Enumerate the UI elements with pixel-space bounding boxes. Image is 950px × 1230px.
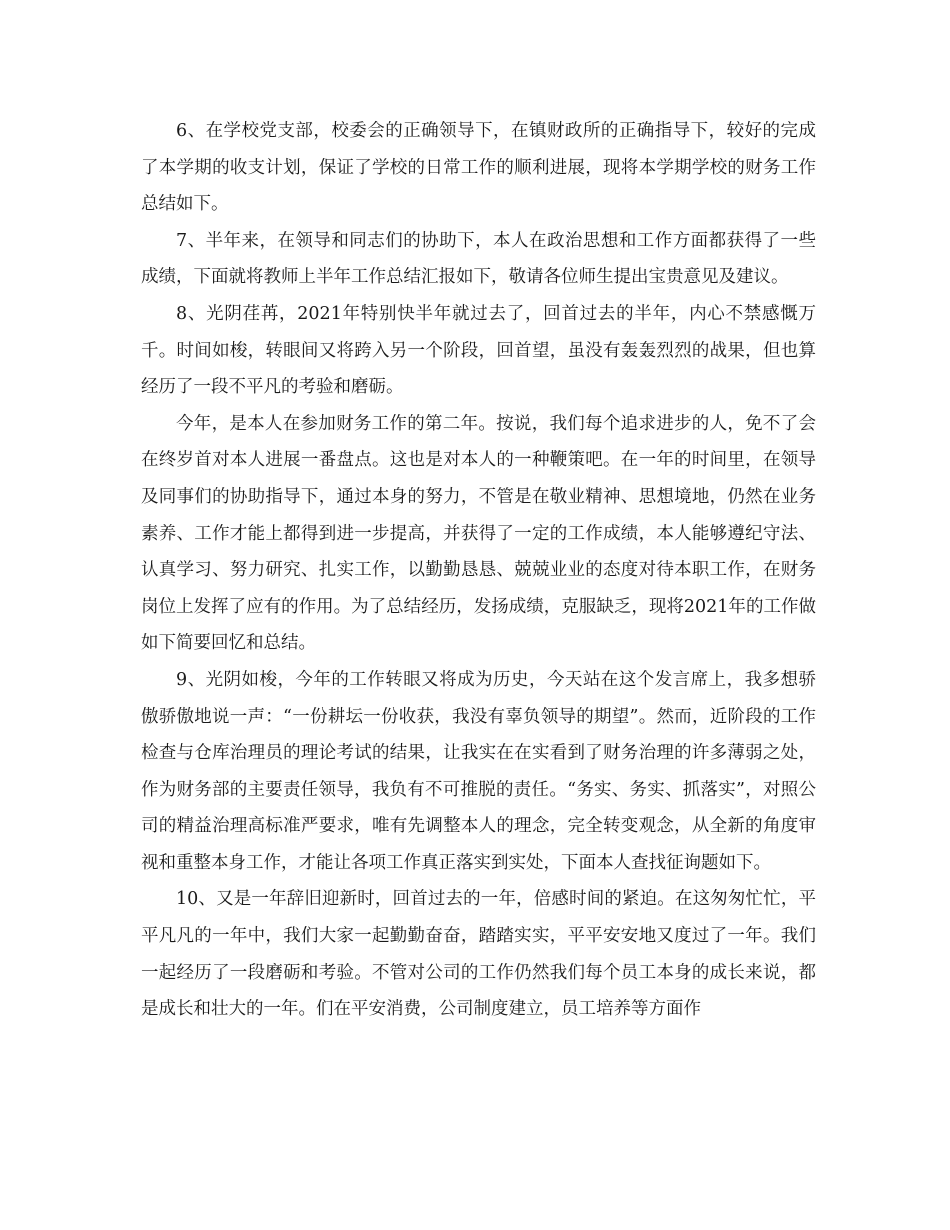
- paragraph-7: 7、半年来，在领导和同志们的协助下，本人在政治思想和工作方面都获得了一些成绩，下面就将教师上半年工作总结汇报如下，敬请各位师生提出宝贵意见及建议。: [141, 230, 816, 288]
- paragraph-8-continued: 今年，是本人在参加财务工作的第二年。按说，我们每个追求进步的人，免不了会在终岁首对本人进展一番盘点。这也是对本人的一种鞭策吧。在一年的时间里，在领导及同事们的协助指导下，通过本身的努力，不管是在敬业精神、思想境地，仍然在业务素养、工作才能上都得到进一步提高，并获得了一定的工作成绩，本人能够遵纪守法、认真学习、努力研究、扎实工作，以勤勤恳恳、兢兢业业的态度对待本职工作，在财务岗位上发挥了应有的作用。为了总结经历，发扬成绩，克服缺乏，现将2021年的工作做如下简要回忆和总结。: [141, 413, 816, 654]
- paragraph-8: 8、光阴荏苒，2021年特别快半年就过去了，回首过去的半年，内心不禁感慨万千。时间如梭，转眼间又将跨入另一个阶段，回首望，虽没有轰轰烈烈的战果，但也算经历了一段不平凡的考验和磨砺。: [141, 303, 816, 398]
- paragraph-10: 10、又是一年辞旧迎新时，回首过去的一年，倍感时间的紧迫。在这匆匆忙忙，平平凡凡的一年中，我们大家一起勤勤奋奋，踏踏实实，平平安安地又度过了一年。我们一起经历了一段磨砺和考验。不管对公司的工作仍然我们每个员工本身的成长来说，都是成长和壮大的一年。们在平安消费，公司制度建立，员工培养等方面作: [141, 889, 816, 1020]
- document-body: [141, 113, 816, 1028]
- paragraph-9: 9、光阴如梭，今年的工作转眼又将成为历史，今天站在这个发言席上，我多想骄傲骄傲地说一声：“一份耕坛一份收获，我没有辜负领导的期望”。然而，近阶段的工作检查与仓库治理员的理论考试的结果，让我实在在实看到了财务治理的许多薄弱之处，作为财务部的主要责任领导，我负有不可推脱的责任。“务实、务实、抓落实”，对照公司的精益治理高标准严要求，唯有先调整本人的理念，完全转变观念，从全新的角度审视和重整本身工作，才能让各项工作真正落实到实处，下面本人查找征询题如下。: [141, 669, 816, 873]
- paragraph-6: 6、在学校党支部，校委会的正确领导下，在镇财政所的正确指导下，较好的完成了本学期的收支计划，保证了学校的日常工作的顺利进展，现将本学期学校的财务工作总结如下。: [141, 121, 816, 215]
